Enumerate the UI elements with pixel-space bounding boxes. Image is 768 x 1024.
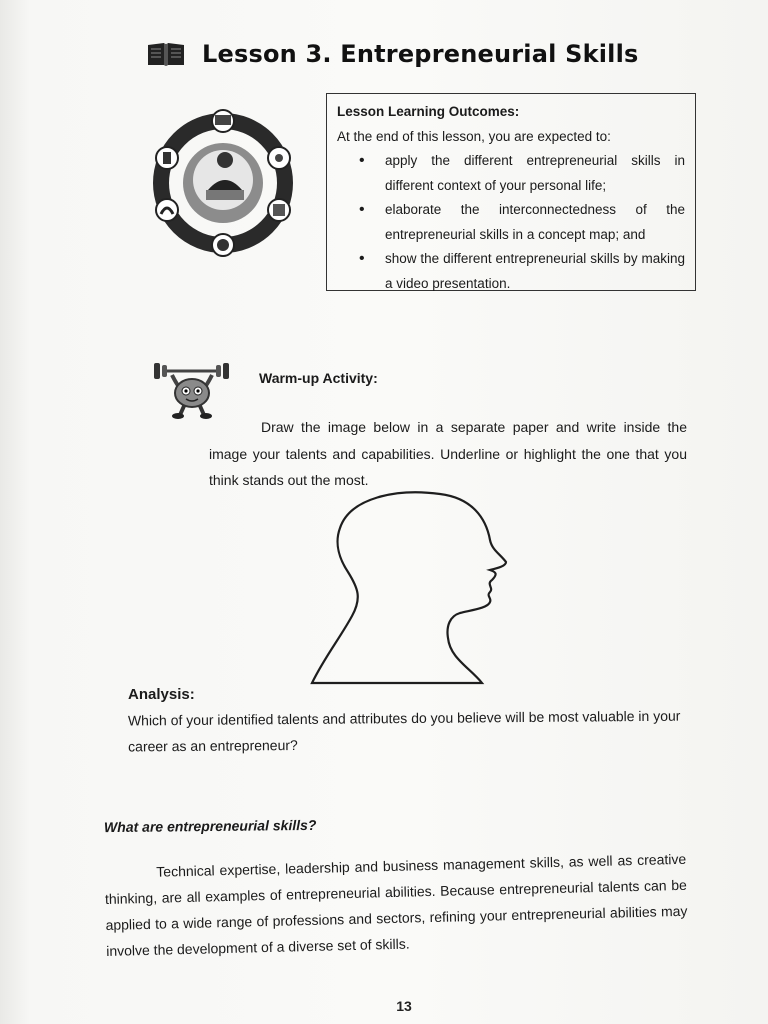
warmup-heading: Warm-up Activity: [259, 370, 378, 386]
human-head-outline [300, 488, 520, 688]
lesson-title: Lesson 3. Entrepreneurial Skills [202, 40, 639, 68]
section-heading: What are entrepreneurial skills? [103, 816, 317, 836]
section-body: Technical expertise, leadership and business management skills, as well as creative thinking, are all examples of entrepreneurial abilities. Because entrepreneurial talents can be applied to a wide range of professions and sectors, refining your entrepreneurial abilities may involve the development of a diverse set of skills. [104, 850, 688, 959]
outcome-item: • show the different entrepreneurial skills by making a video presentation. [359, 247, 685, 296]
open-book-icon [146, 41, 186, 67]
analysis-heading: Analysis: [128, 686, 195, 703]
brain-lifting-weights-icon [150, 355, 240, 420]
learning-outcomes-box [326, 93, 696, 291]
outcomes-heading: Lesson Learning Outcomes: [337, 104, 520, 119]
page-number: 13 [396, 998, 412, 1014]
analysis-question: Which of your identified talents and attributes do you believe will be most valuable in your career as an entrepreneur? [127, 707, 681, 755]
outcome-item: • elaborate the interconnectedness of the entrepreneurial skills in a concept map; and [359, 198, 685, 247]
outcomes-list [359, 149, 685, 296]
outcome-item: • apply the different entrepreneurial skills in different context of your personal life; [359, 149, 685, 198]
warmup-instructions: Draw the image below in a separate paper and write inside the image your talents and capabilities. Underline or highlight the one that you think stands out the most. [209, 419, 687, 488]
outcomes-intro: At the end of this lesson, you are expected to: [337, 128, 611, 144]
entrepreneur-skills-wheel-icon [148, 108, 298, 258]
lesson-title-row [146, 34, 666, 74]
